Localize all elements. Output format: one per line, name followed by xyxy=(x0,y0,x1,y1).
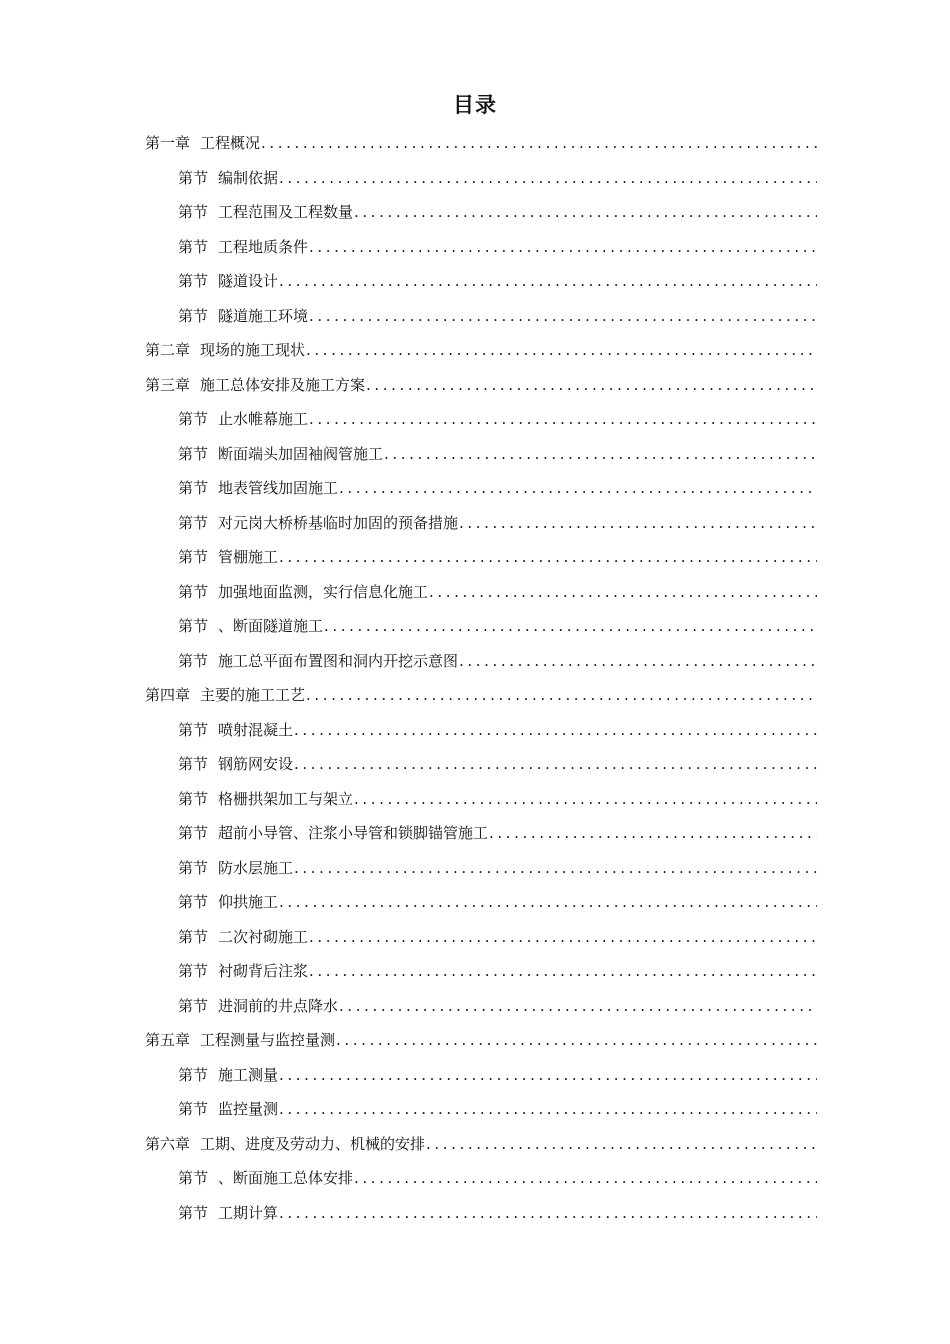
toc-section-entry[interactable] xyxy=(145,575,817,610)
toc-dot-leader xyxy=(339,471,817,506)
toc-entry-prefix: 第一章 xyxy=(145,134,191,152)
toc-entry-text: 隧道施工环境 xyxy=(218,306,309,325)
toc-dot-leader xyxy=(294,747,817,782)
toc-dot-leader xyxy=(459,644,817,679)
toc-entry-text: 进洞前的井点降水 xyxy=(218,996,339,1015)
toc-entry-text: 止水帷幕施工 xyxy=(218,410,309,428)
toc-dot-leader xyxy=(336,1023,817,1058)
toc-list xyxy=(145,126,817,1230)
toc-entry-text: 格栅拱架加工与架立 xyxy=(218,789,354,808)
toc-entry-prefix: 第节 xyxy=(178,582,209,601)
toc-dot-leader xyxy=(279,1196,817,1231)
toc-entry-prefix: 第节 xyxy=(178,1100,209,1118)
toc-dot-leader xyxy=(354,1161,817,1196)
toc-entry-text: 、断面施工总体安排 xyxy=(218,1169,354,1187)
toc-entry-prefix: 第四章 xyxy=(145,686,191,704)
toc-section-entry[interactable] xyxy=(145,609,817,644)
toc-entry-prefix: 第节 xyxy=(178,617,209,635)
toc-entry-prefix: 第节 xyxy=(178,651,209,670)
toc-entry-prefix: 第节 xyxy=(178,893,209,911)
toc-section-entry[interactable] xyxy=(145,1092,817,1127)
toc-chapter-entry[interactable] xyxy=(145,1127,817,1162)
toc-section-entry[interactable] xyxy=(145,816,817,851)
toc-entry-text: 工期计算 xyxy=(218,1203,279,1222)
toc-entry-text: 工程测量与监控量测 xyxy=(200,1031,336,1049)
toc-dot-leader xyxy=(384,437,817,472)
toc-dot-leader xyxy=(279,1092,817,1127)
toc-section-entry[interactable] xyxy=(145,161,817,196)
toc-entry-prefix: 第节 xyxy=(178,789,209,808)
toc-title: 目录 xyxy=(453,93,497,117)
toc-entry-prefix: 第节 xyxy=(178,962,209,980)
toc-section-entry[interactable] xyxy=(145,1196,817,1231)
toc-section-entry[interactable] xyxy=(145,230,817,265)
toc-entry-text: 现场的施工现状 xyxy=(200,341,306,359)
toc-entry-text: 施工总平面布置图和洞内开挖示意图 xyxy=(218,651,459,670)
toc-entry-text: 监控量测 xyxy=(218,1100,279,1118)
toc-entry-text: 超前小导管、注浆小导管和锁脚锚管施工 xyxy=(218,824,489,842)
toc-entry-text: 编制依据 xyxy=(218,168,279,187)
toc-dot-leader xyxy=(309,230,817,265)
toc-section-entry[interactable] xyxy=(145,195,817,230)
toc-dot-leader xyxy=(294,851,817,886)
toc-entry-prefix: 第节 xyxy=(178,858,209,877)
toc-entry-text: 施工总体安排及施工方案 xyxy=(200,375,366,394)
toc-entry-text: 仰拱施工 xyxy=(218,893,279,911)
toc-chapter-entry[interactable] xyxy=(145,333,817,368)
toc-section-entry[interactable] xyxy=(145,644,817,679)
toc-entry-prefix: 第节 xyxy=(178,720,209,739)
toc-dot-leader xyxy=(279,885,817,920)
toc-dot-leader xyxy=(309,299,817,334)
toc-dot-leader xyxy=(366,368,817,403)
toc-entry-text: 对元岗大桥桥基临时加固的预备措施 xyxy=(218,513,459,532)
toc-dot-leader xyxy=(294,713,817,748)
toc-entry-text: 喷射混凝土 xyxy=(218,720,294,739)
toc-dot-leader xyxy=(279,1058,817,1093)
toc-section-entry[interactable] xyxy=(145,851,817,886)
toc-section-entry[interactable] xyxy=(145,402,817,437)
toc-chapter-entry[interactable] xyxy=(145,678,817,713)
toc-section-entry[interactable] xyxy=(145,506,817,541)
toc-dot-leader xyxy=(261,126,817,161)
toc-dot-leader xyxy=(324,609,817,644)
toc-chapter-entry[interactable] xyxy=(145,368,817,403)
toc-section-entry[interactable] xyxy=(145,989,817,1024)
toc-entry-text: 二次衬砌施工 xyxy=(218,927,309,946)
toc-dot-leader xyxy=(309,920,817,955)
toc-section-entry[interactable] xyxy=(145,540,817,575)
toc-entry-prefix: 第节 xyxy=(178,168,209,187)
toc-dot-leader xyxy=(426,1127,817,1162)
toc-section-entry[interactable] xyxy=(145,1058,817,1093)
toc-section-entry[interactable] xyxy=(145,920,817,955)
toc-entry-text: 地表管线加固施工 xyxy=(218,479,339,497)
toc-chapter-entry[interactable] xyxy=(145,1023,817,1058)
toc-section-entry[interactable] xyxy=(145,471,817,506)
toc-dot-leader xyxy=(306,678,817,713)
toc-entry-text: 断面端头加固袖阀管施工 xyxy=(218,444,384,463)
toc-entry-text: 防水层施工 xyxy=(218,858,294,877)
toc-entry-prefix: 第二章 xyxy=(145,341,191,359)
toc-entry-prefix: 第节 xyxy=(178,444,209,463)
toc-dot-leader xyxy=(429,575,817,610)
toc-entry-text: 工程概况 xyxy=(200,134,261,152)
toc-entry-prefix: 第节 xyxy=(178,755,209,773)
toc-entry-prefix: 第节 xyxy=(178,548,209,566)
toc-entry-prefix: 第节 xyxy=(178,237,209,256)
toc-entry-prefix: 第节 xyxy=(178,927,209,946)
toc-entry-prefix: 第节 xyxy=(178,306,209,325)
toc-entry-text: 主要的施工工艺 xyxy=(200,686,306,704)
toc-section-entry[interactable] xyxy=(145,264,817,299)
toc-section-entry[interactable] xyxy=(145,747,817,782)
toc-entry-text: 衬砌背后注浆 xyxy=(218,962,309,980)
toc-dot-leader xyxy=(489,816,817,851)
toc-chapter-entry[interactable] xyxy=(145,126,817,161)
toc-entry-text: 钢筋网安设 xyxy=(218,755,294,773)
toc-entry-prefix: 第节 xyxy=(178,479,209,497)
toc-entry-prefix: 第节 xyxy=(178,1203,209,1222)
toc-entry-prefix: 第节 xyxy=(178,1065,209,1084)
toc-section-entry[interactable] xyxy=(145,885,817,920)
toc-entry-prefix: 第节 xyxy=(178,272,209,290)
toc-entry-prefix: 第五章 xyxy=(145,1031,191,1049)
toc-dot-leader xyxy=(309,954,817,989)
toc-entry-text: 施工测量 xyxy=(218,1065,279,1084)
toc-entry-prefix: 第节 xyxy=(178,410,209,428)
toc-dot-leader xyxy=(339,989,817,1024)
toc-entry-text: 加强地面监测，实行信息化施工 xyxy=(218,582,429,601)
toc-entry-prefix: 第节 xyxy=(178,1169,209,1187)
toc-entry-prefix: 第六章 xyxy=(145,1134,191,1153)
toc-section-entry[interactable] xyxy=(145,437,817,472)
toc-entry-text: 工程范围及工程数量 xyxy=(218,203,354,221)
toc-entry-text: 管棚施工 xyxy=(218,548,279,566)
toc-entry-prefix: 第三章 xyxy=(145,375,191,394)
toc-section-entry[interactable] xyxy=(145,1161,817,1196)
toc-entry-text: 、断面隧道施工 xyxy=(218,617,324,635)
toc-section-entry[interactable] xyxy=(145,782,817,817)
toc-section-entry[interactable] xyxy=(145,299,817,334)
toc-section-entry[interactable] xyxy=(145,713,817,748)
toc-entry-prefix: 第节 xyxy=(178,203,209,221)
toc-entry-text: 隧道设计 xyxy=(218,272,279,290)
toc-entry-prefix: 第节 xyxy=(178,513,209,532)
toc-dot-leader xyxy=(306,333,817,368)
toc-section-entry[interactable] xyxy=(145,954,817,989)
toc-dot-leader xyxy=(354,195,817,230)
toc-dot-leader xyxy=(279,161,817,196)
toc-dot-leader xyxy=(309,402,817,437)
toc-dot-leader xyxy=(459,506,817,541)
toc-entry-text: 工期、进度及劳动力、机械的安排 xyxy=(200,1134,426,1153)
toc-dot-leader xyxy=(279,264,817,299)
toc-dot-leader xyxy=(279,540,817,575)
toc-entry-prefix: 第节 xyxy=(178,824,209,842)
toc-dot-leader xyxy=(354,782,817,817)
toc-entry-text: 工程地质条件 xyxy=(218,237,309,256)
toc-entry-prefix: 第节 xyxy=(178,996,209,1015)
